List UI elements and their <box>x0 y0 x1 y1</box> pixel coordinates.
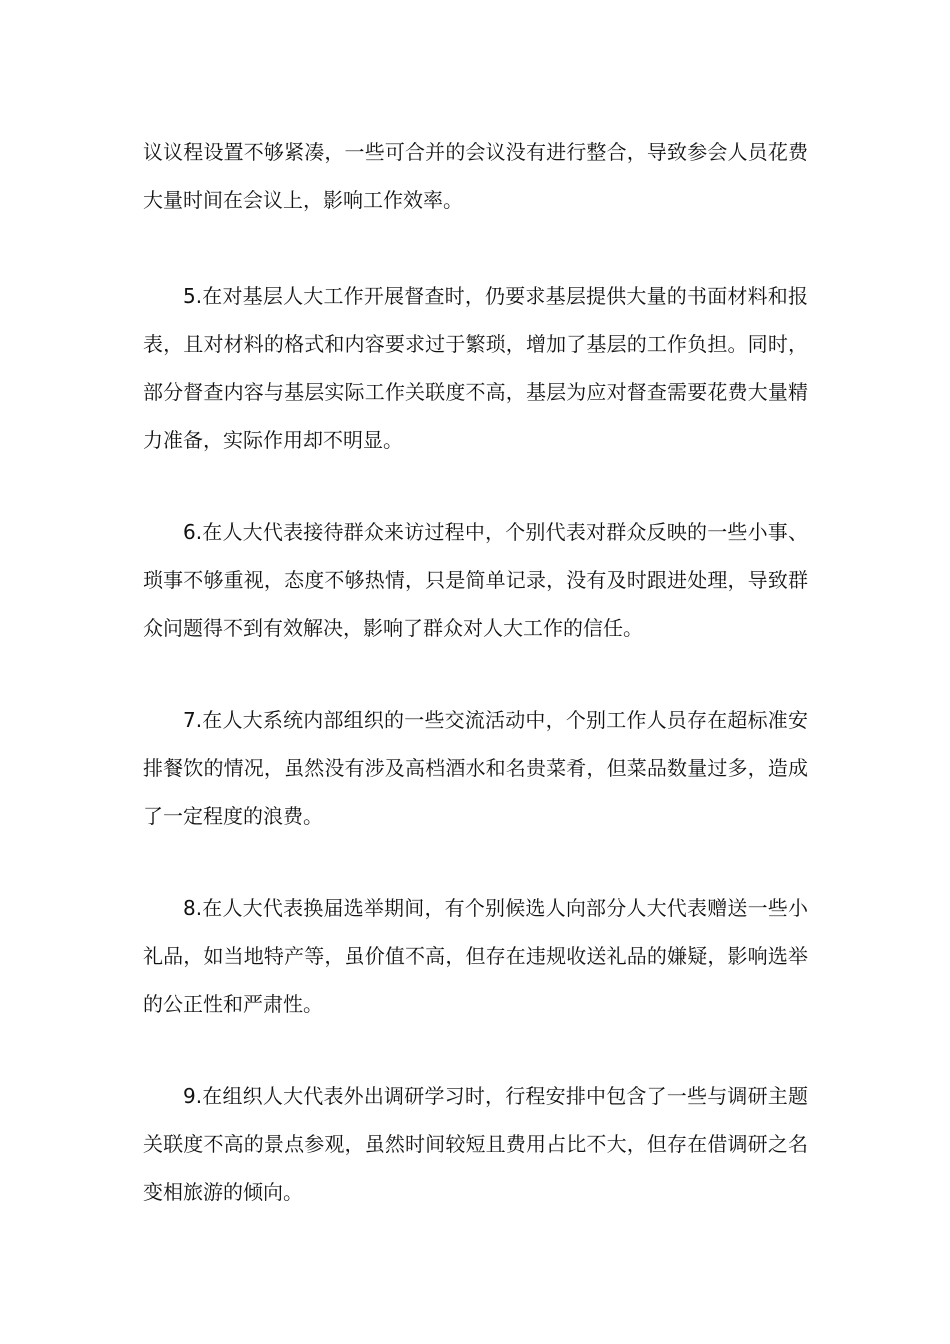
document-body <box>143 128 808 1260</box>
paragraph-item-5: 5.在对基层人大工作开展督查时，仍要求基层提供大量的书面材料和报表，且对材料的格式和内容要求过于繁琐，增加了基层的工作负担。同时，部分督查内容与基层实际工作关联度不高，基层为应对督查需要花费大量精力准备，实际作用却不明显。 <box>143 284 808 452</box>
paragraph-item-6: 6.在人大代表接待群众来访过程中，个别代表对群众反映的一些小事、琐事不够重视，态度不够热情，只是简单记录，没有及时跟进处理，导致群众问题得不到有效解决，影响了群众对人大工作的信任。 <box>143 520 808 640</box>
paragraph-item-9: 9.在组织人大代表外出调研学习时，行程安排中包含了一些与调研主题关联度不高的景点参观，虽然时间较短且费用占比不大，但存在借调研之名变相旅游的倾向。 <box>143 1084 808 1204</box>
paragraph-item-7: 7.在人大系统内部组织的一些交流活动中，个别工作人员存在超标准安排餐饮的情况，虽然没有涉及高档酒水和名贵菜肴，但菜品数量过多，造成了一定程度的浪费。 <box>143 708 808 828</box>
paragraph-item-8: 8.在人大代表换届选举期间，有个别候选人向部分人大代表赠送一些小礼品，如当地特产等，虽价值不高，但存在违规收送礼品的嫌疑，影响选举的公正性和严肃性。 <box>143 896 808 1016</box>
paragraph-continued: 议议程设置不够紧凑，一些可合并的会议没有进行整合，导致参会人员花费大量时间在会议上，影响工作效率。 <box>143 140 808 212</box>
